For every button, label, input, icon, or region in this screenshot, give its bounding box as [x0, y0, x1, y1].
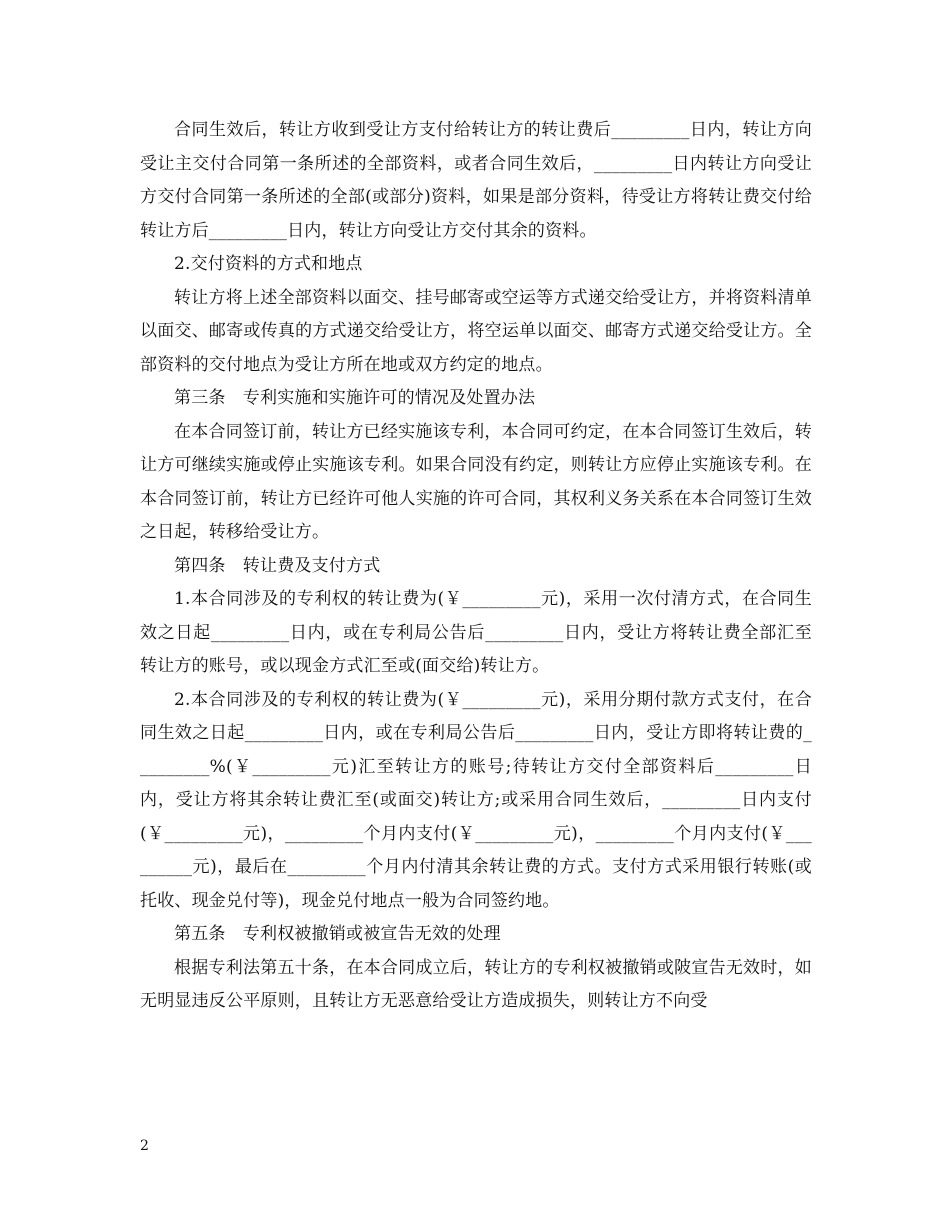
document-body	[140, 114, 812, 1019]
paragraph-article-3: 在本合同签订前，转让方已经实施该专利，本合同可约定，在本合同签订生效后，转让方可继续实施或停止实施该专利。如果合同没有约定，则转让方应停止实施该专利。在本合同签订前，转让方已经许可他人实施的许可合同，其权利义务关系在本合同签订生效之日起，转移给受让方。	[140, 421, 812, 542]
paragraph-lump-sum-payment: 1.本合同涉及的专利权的转让费为(￥_________元)，采用一次付清方式，在合同生效之日起_________日内，或在专利局公告后_________日内，受让方将转让费全部汇至转让方的账号，或以现金方式汇至或(面交给)转让方。	[140, 589, 812, 676]
heading-article-4: 第四条 转让费及支付方式	[174, 555, 381, 576]
heading-delivery-method: 2.交付资料的方式和地点	[174, 254, 363, 274]
paragraph-delivery-method: 转让方将上述全部资料以面交、挂号邮寄或空运等方式递交给受让方，并将资料清单以面交、邮寄或传真的方式递交给受让方，将空运单以面交、邮寄方式递交给受让方。全部资料的交付地点为受让方所在地或双方约定的地点。	[140, 287, 812, 375]
heading-article-5: 第五条 专利权被撤销或被宣告无效的处理	[174, 924, 501, 944]
page-number: 2	[140, 1138, 149, 1154]
paragraph-delivery-timing: 合同生效后，转让方收到受让方支付给转让方的转让费后_________日内，转让方向受让主交付合同第一条所述的全部资料，或者合同生效后，_________日内转让方向受让方交付合同第一条所述的全部(或部分)资料，如果是部分资料，待受让方将转让费交付给转让方后_________日内，转让方向受让方交付其余的资料。	[140, 120, 812, 241]
paragraph-installment-payment: 2.本合同涉及的专利权的转让费为(￥_________元)，采用分期付款方式支付，在合同生效之日起_________日内，或在专利局公告后_________日内，受让方即将转让费的_________%(￥_________元)汇至转让方的账号;待转让方交付全部资料后_________日内，受让方将其余转让费汇至(或面交)转让方;或采用合同生效后，_________日内支付(￥_________元)，_________个月内支付(￥_________元)，_________个月内支付(￥_________元)，最后在_________个月内付清其余转让费的方式。支付方式采用银行转账(或托收、现金兑付等)，现金兑付地点一般为合同签约地。	[140, 689, 812, 911]
heading-article-3: 第三条 专利实施和实施许可的情况及处置办法	[174, 388, 536, 408]
paragraph-article-5: 根据专利法第五十条，在本合同成立后，转让方的专利权被撤销或陂宣告无效时，如无明显违反公平原则，且转让方无恶意给受让方造成损失，则转让方不向受	[140, 957, 812, 1011]
